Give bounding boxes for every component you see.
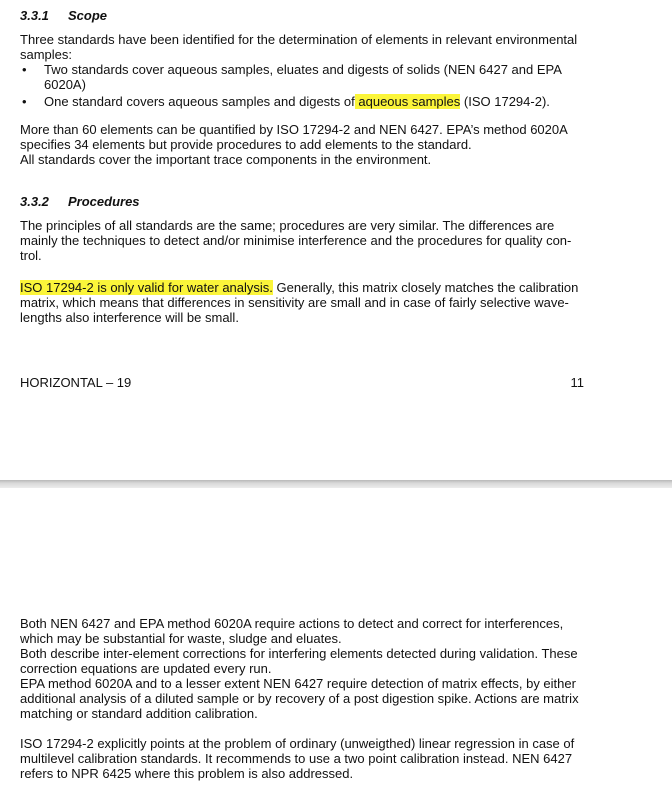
section-heading-procedures — [20, 194, 140, 209]
text-line: 6020A) — [44, 77, 86, 92]
text-line: trol. — [20, 248, 42, 263]
text-line: One standard covers aqueous samples and digests of — [44, 94, 355, 109]
calibration-paragraph — [20, 736, 600, 781]
interference-paragraph — [20, 616, 600, 721]
text-line: matching or standard addition calibration. — [20, 706, 258, 721]
text-line: Three standards have been identified for the determination of elements in relevant environmental — [20, 32, 578, 47]
scope-body — [20, 32, 600, 167]
text-line: samples: — [20, 47, 73, 62]
text-line: Both NEN 6427 and EPA method 6020A require actions to detect and correct for interferences, — [20, 616, 564, 631]
section-number: 3.3.1 — [20, 8, 49, 23]
scope-paragraph-2 — [20, 122, 600, 167]
text-line: EPA method 6020A and to a lesser extent NEN 6427 require detection of matrix effects, by either — [20, 676, 576, 691]
text-line: Two standards cover aqueous samples, eluates and digests of solids (NEN 6427 and EPA — [44, 62, 562, 77]
bullet-item — [20, 94, 600, 109]
text-line: (ISO 17294-2). — [463, 94, 550, 109]
page-separator — [0, 480, 672, 488]
text-line: multilevel calibration standards. It recommends to use a two point calibration instead. NEN 6427 — [20, 751, 573, 766]
page-number: 11 — [570, 375, 584, 390]
next-page-body — [20, 616, 600, 781]
scope-intro — [20, 32, 600, 62]
procedures-body — [20, 218, 600, 325]
text-line: matrix, which means that differences in sensitivity are small and in case of fairly selective wave- — [20, 295, 569, 310]
text-line: mainly the techniques to detect and/or minimise interference and the procedures for quality con- — [20, 233, 572, 248]
text-line: ISO 17294-2 explicitly points at the problem of ordinary (unweigthed) linear regression in case of — [20, 736, 575, 751]
text-line: correction equations are updated every run. — [20, 661, 272, 676]
section-title: Scope — [68, 8, 108, 23]
section-number: 3.3.2 — [20, 194, 49, 209]
section-heading-scope — [20, 8, 107, 23]
highlighted-text: ISO 17294-2 is only valid for water analysis. — [20, 280, 273, 295]
section-title: Procedures — [68, 194, 140, 209]
text-line: specifies 34 elements but provide procedures to add elements to the standard. — [20, 137, 472, 152]
procedures-paragraph-2 — [20, 280, 600, 325]
highlight-mark — [355, 94, 461, 109]
procedures-paragraph-1 — [20, 218, 600, 263]
text-line: lengths also interference will be small. — [20, 310, 239, 325]
text-line: which may be substantial for waste, sludge and eluates. — [20, 631, 342, 646]
page-footer-project: HORIZONTAL – 19 — [20, 375, 132, 390]
text-line: refers to NPR 6425 where this problem is also addressed. — [20, 766, 354, 781]
scope-bullet-list — [20, 62, 600, 109]
text-line: Both describe inter-element corrections for interfering elements detected during validation. These — [20, 646, 578, 661]
highlighted-text: aqueous samples — [358, 94, 461, 109]
text-line: additional analysis of a diluted sample or by recovery of a post digestion spike. Actions are matrix — [20, 691, 579, 706]
text-line: The principles of all standards are the same; procedures are very similar. The differences are — [20, 218, 555, 233]
document-page-lower — [0, 488, 672, 796]
bullet-item — [20, 62, 600, 92]
text-line: All standards cover the important trace components in the environment. — [20, 152, 432, 167]
text-line: More than 60 elements can be quantified by ISO 17294-2 and NEN 6427. EPA’s method 6020A — [20, 122, 568, 137]
text-line: Generally, this matrix closely matches the calibration — [276, 280, 579, 295]
